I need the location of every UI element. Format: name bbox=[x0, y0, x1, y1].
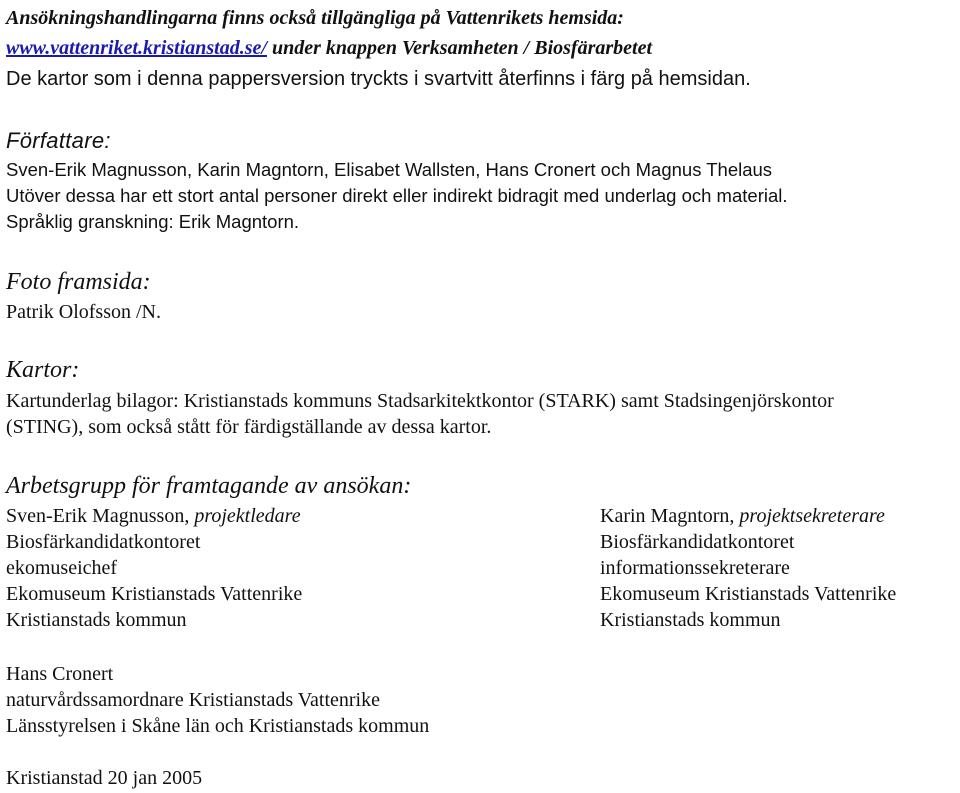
workgroup-right-name bbox=[600, 504, 885, 528]
workgroup-left-role: projektledare bbox=[194, 505, 301, 527]
workgroup-right-line-1: Biosfärkandidatkontoret bbox=[600, 531, 795, 553]
workgroup-right-line-4: Kristianstads kommun bbox=[600, 609, 781, 631]
workgroup-heading: Arbetsgrupp för framtagande av ansökan: bbox=[6, 473, 412, 499]
workgroup-left-name-text: Sven-Erik Magnusson, bbox=[6, 505, 195, 527]
maps-heading: Kartor: bbox=[6, 357, 80, 383]
maps-line-2: (STING), som också stått för färdigställande av dessa kartor. bbox=[6, 416, 492, 438]
intro-line-2 bbox=[6, 36, 652, 60]
workgroup-third-line-2: Länsstyrelsen i Skåne län och Kristianstads kommun bbox=[6, 715, 430, 737]
place-date: Kristianstad 20 jan 2005 bbox=[6, 767, 203, 789]
maps-line-1: Kartunderlag bilagor: Kristianstads kommuns Stadsarkitektkontor (STARK) samt Stadsingenjörskontor bbox=[6, 390, 834, 412]
authors-heading: Författare: bbox=[6, 128, 111, 153]
intro-line-1: Ansökningshandlingarna finns också tillgängliga på Vattenrikets hemsida: bbox=[6, 7, 624, 29]
authors-contributors: Utöver dessa har ett stort antal personer direkt eller indirekt bidragit med underlag och material. bbox=[6, 185, 788, 206]
workgroup-third-line-1: naturvårdssamordnare Kristianstads Vattenrike bbox=[6, 689, 380, 711]
workgroup-left-line-4: Kristianstads kommun bbox=[6, 609, 187, 631]
workgroup-right-line-3: Ekomuseum Kristianstads Vattenrike bbox=[600, 583, 897, 605]
workgroup-left-line-3: Ekomuseum Kristianstads Vattenrike bbox=[6, 583, 303, 605]
intro-line-3: De kartor som i denna pappersversion tryckts i svartvitt återfinns i färg på hemsidan. bbox=[6, 68, 751, 90]
website-link[interactable]: www.vattenriket.kristianstad.se/ bbox=[6, 37, 267, 59]
workgroup-right-role: projektsekreterare bbox=[739, 505, 885, 527]
workgroup-third-name: Hans Cronert bbox=[6, 663, 114, 685]
workgroup-right-name-text: Karin Magntorn, bbox=[600, 505, 740, 527]
workgroup-right-line-2: informationssekreterare bbox=[600, 557, 790, 579]
photo-credit: Patrik Olofsson /N. bbox=[6, 301, 161, 323]
intro-line-2-rest: under knappen Verksamheten / Biosfärarbetet bbox=[266, 37, 653, 59]
photo-heading: Foto framsida: bbox=[6, 269, 151, 295]
authors-review: Språklig granskning: Erik Magntorn. bbox=[6, 211, 300, 232]
workgroup-left-line-1: Biosfärkandidatkontoret bbox=[6, 531, 201, 553]
workgroup-left-line-2: ekomuseichef bbox=[6, 557, 118, 579]
workgroup-left-name bbox=[6, 504, 301, 528]
authors-names: Sven-Erik Magnusson, Karin Magntorn, Elisabet Wallsten, Hans Cronert och Magnus Thelaus bbox=[6, 159, 773, 180]
